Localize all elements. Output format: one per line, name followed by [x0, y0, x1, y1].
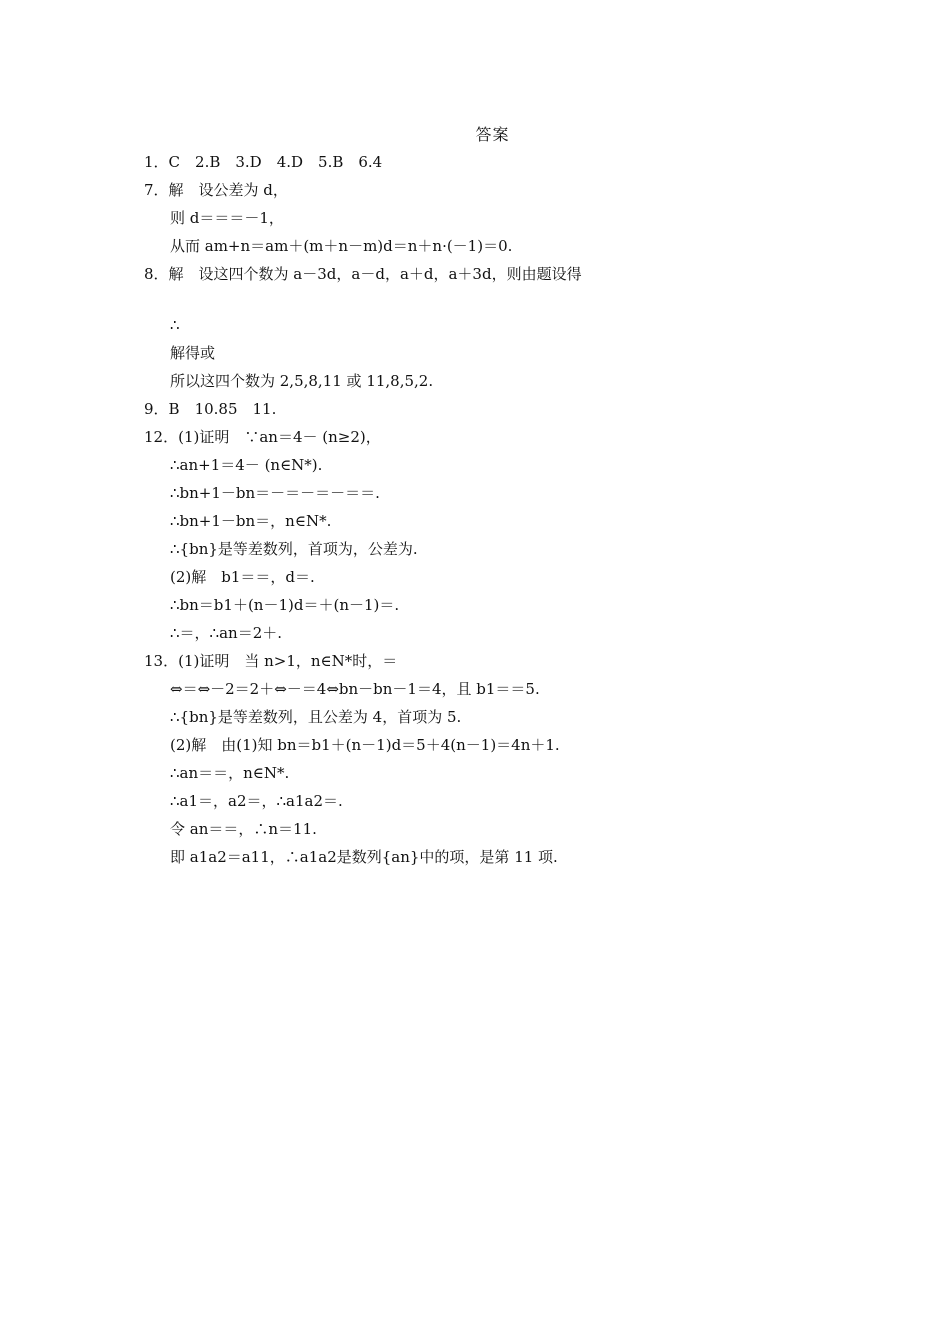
answer-line-13-part2-step4: 即 a1a2＝a11，∴a1a2是数列{an}中的项，是第 11 项. [170, 848, 558, 866]
answer-line-7-step2: 从而 am+n＝am＋(m＋n－m)d＝n＋n·(－1)＝0. [170, 237, 513, 255]
answer-line-12-step4: ∴{bn}是等差数列，首项为，公差为. [170, 540, 418, 558]
answer-line-12-step1: ∴an+1＝4－ (n∈N*). [170, 456, 323, 474]
answer-line-13-part2-step2: ∴a1＝，a2＝，∴a1a2＝. [170, 792, 343, 810]
answer-line-12-part2: (2)解 b1＝＝，d＝. [170, 568, 315, 586]
answer-line-8-result: 所以这四个数为 2,5,8,11 或 11,8,5,2. [170, 372, 434, 390]
answer-line-12-part2-step1: ∴bn＝b1＋(n－1)d＝＋(n－1)＝. [170, 596, 400, 614]
answer-title: 答案 [475, 125, 510, 144]
answer-line-13-part2-step3: 令 an＝＝，∴n＝11. [170, 820, 317, 838]
answer-line-13-step2: ∴{bn}是等差数列，且公差为 4，首项为 5. [170, 708, 462, 726]
answer-line-7: 7．解 设公差为 d， [144, 181, 288, 199]
answer-line-13-part2: (2)解 由(1)知 bn＝b1＋(n－1)d＝5＋4(n－1)＝4n＋1. [170, 736, 560, 754]
answer-line-12-step3: ∴bn+1－bn＝，n∈N*. [170, 512, 332, 530]
answer-line-12: 12．(1)证明 ∵an＝4－ (n≥2)， [144, 428, 381, 446]
answer-line-9: 9．B 10.85 11. [144, 400, 277, 418]
answer-line-8-therefore: ∴ [170, 316, 180, 334]
answer-line-8: 8．解 设这四个数为 a－3d，a－d，a＋d，a＋3d，则由题设得 [144, 265, 582, 283]
answer-line-12-part2-step2: ∴＝，∴an＝2＋. [170, 624, 283, 642]
answer-line-1: 1．C 2.B 3.D 4.D 5.B 6.4 [144, 153, 383, 171]
answer-line-13: 13．(1)证明 当 n>1，n∈N*时，＝ [144, 652, 398, 670]
answer-line-12-step2: ∴bn+1－bn＝－＝－＝－＝＝. [170, 484, 380, 502]
answer-line-8-solve: 解得或 [170, 344, 216, 362]
answer-line-13-part2-step1: ∴an＝＝，n∈N*. [170, 764, 290, 782]
answer-line-13-step1: ⇔＝⇔－2＝2＋⇔－＝4⇔bn－bn－1＝4，且 b1＝＝5. [170, 680, 540, 698]
answer-line-7-step1: 则 d＝＝＝－1， [170, 209, 284, 227]
